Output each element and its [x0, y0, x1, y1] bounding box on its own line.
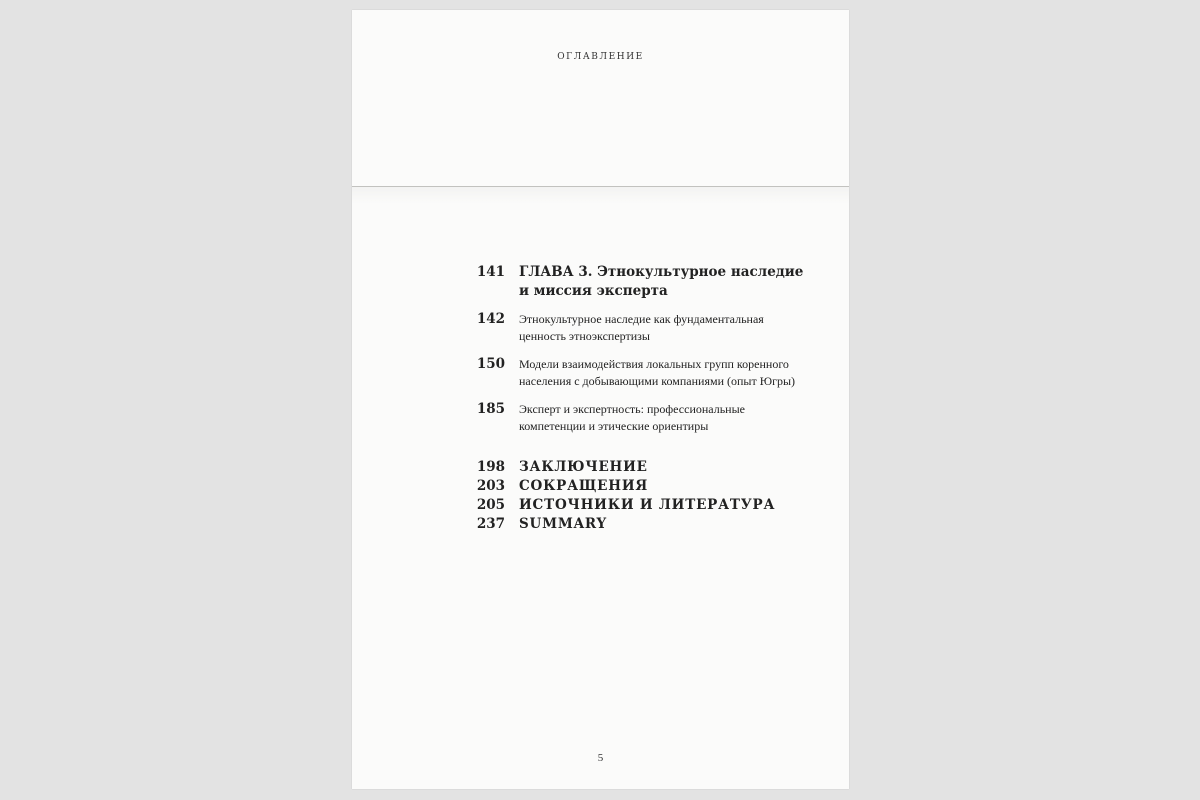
toc-title-line: ГЛАВА 3. Этнокультурное наследие: [519, 264, 804, 280]
toc-page-number: 203: [476, 478, 505, 494]
toc-section-title: ИСТОЧНИКИ И ЛИТЕРАТУРА: [519, 497, 776, 513]
toc-title-line: Модели взаимодействия локальных групп коренного: [519, 357, 789, 371]
toc-subsection-title: [519, 310, 837, 345]
toc-title-line: Эксперт и экспертность: профессиональные: [519, 402, 745, 416]
toc-page-number: 185: [476, 401, 505, 417]
toc-subsection-entry: [465, 355, 837, 390]
toc-title-line: компетенции и этические ориентиры: [519, 419, 709, 433]
toc-section-entry: [465, 496, 837, 515]
toc-chapter-entry: [465, 263, 837, 301]
toc-page-number: 150: [476, 356, 505, 372]
toc-section-entry: [465, 458, 837, 477]
toc-page-number: 237: [476, 516, 505, 532]
toc-back-matter: [465, 458, 837, 534]
toc-subsection-entry: [465, 310, 837, 345]
fold-line: [352, 186, 849, 187]
toc-subsection-entry: [465, 400, 837, 435]
running-header: ОГЛАВЛЕНИЕ: [557, 52, 644, 62]
book-page: [352, 10, 849, 789]
toc-section-entry: [465, 477, 837, 496]
fold-shadow: [352, 186, 849, 204]
toc-section-title: SUMMARY: [519, 516, 607, 532]
toc-subsection-title: [519, 400, 837, 435]
toc-page-number: 142: [476, 311, 505, 327]
toc-section-entry: [465, 515, 837, 534]
page-number: 5: [597, 752, 604, 764]
toc-page-number: 141: [476, 264, 505, 280]
toc-title-line: ценность этноэкспертизы: [519, 329, 650, 343]
toc-title-line: населения с добывающими компаниями (опыт Югры): [519, 374, 796, 388]
toc-page-number: 198: [476, 459, 505, 475]
table-of-contents: [465, 263, 837, 534]
toc-chapter-title: [519, 263, 837, 301]
toc-page-number: 205: [476, 497, 505, 513]
toc-title-line: и миссия эксперта: [519, 283, 668, 299]
toc-subsection-title: [519, 355, 837, 390]
toc-section-title: ЗАКЛЮЧЕНИЕ: [519, 459, 648, 475]
toc-title-line: Этнокультурное наследие как фундаментальная: [519, 312, 764, 326]
toc-section-title: СОКРАЩЕНИЯ: [519, 478, 649, 494]
